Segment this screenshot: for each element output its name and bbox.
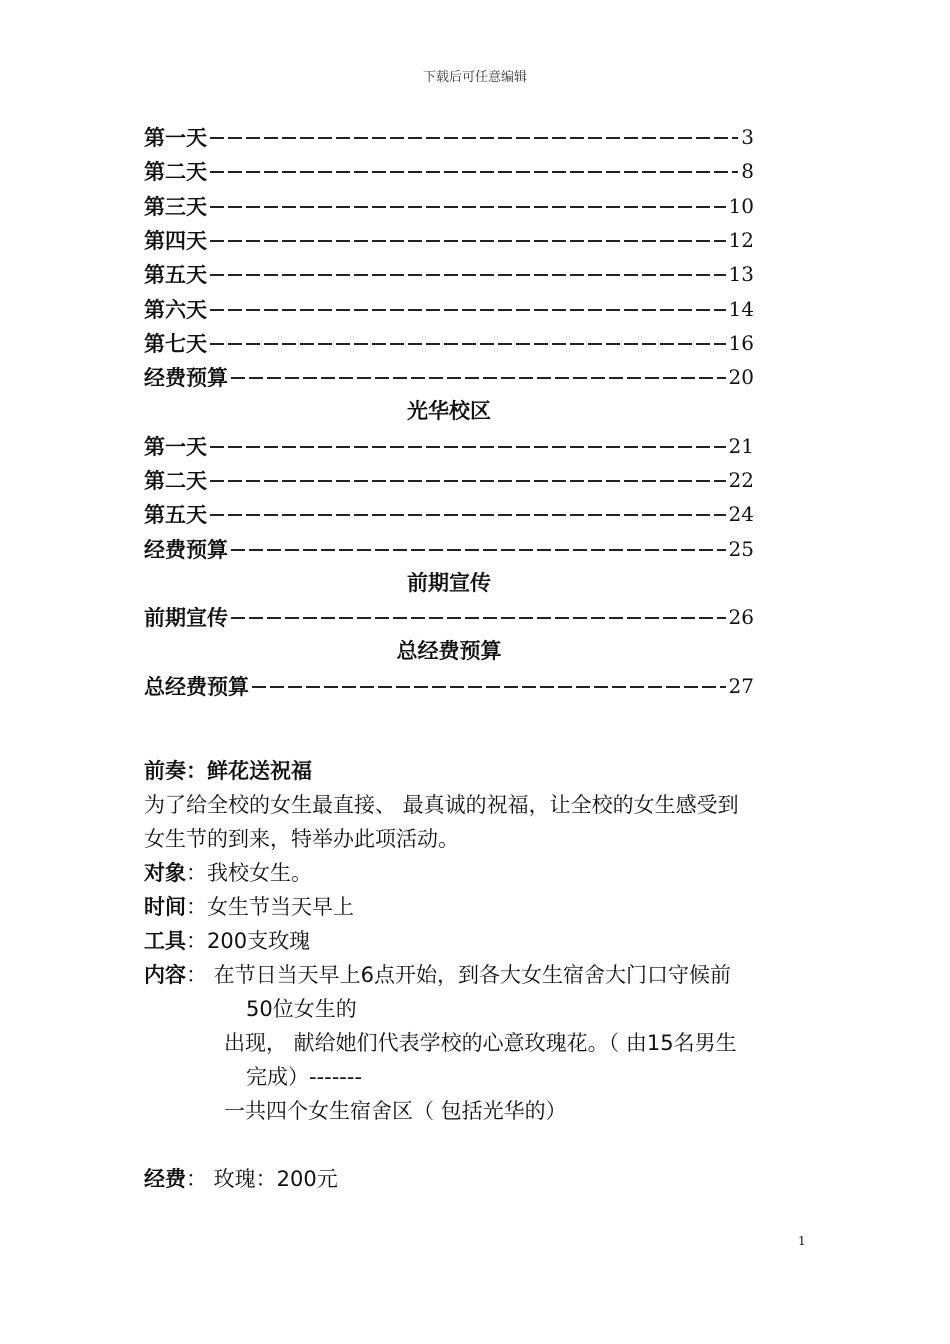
toc-entry-page: 26 (728, 605, 754, 630)
toc-entry-page: 27 (728, 673, 754, 698)
toc-leader-line (210, 514, 726, 516)
toc-entry-label: 经费预算 (144, 537, 228, 562)
tool-label: 工具 (144, 929, 186, 953)
toc-leader-line (210, 309, 726, 311)
toc-entry-page: 8 (741, 159, 754, 184)
toc-entry (144, 257, 754, 291)
toc-leader-line (231, 549, 726, 551)
toc-entry (144, 120, 754, 154)
expense-label: 经费 (144, 1167, 186, 1191)
tool-value: ：200支玫瑰 (186, 929, 311, 953)
toc-entry-label: 第一天 (144, 126, 207, 151)
toc-entry-page: 13 (728, 262, 754, 287)
content-line-2: 50位女生的 (246, 997, 357, 1021)
toc-group-main (144, 120, 754, 394)
page-number: 1 (798, 1234, 806, 1248)
toc-entry (144, 600, 754, 634)
toc-entry-label: 第二天 (144, 160, 207, 185)
tool-row (144, 924, 814, 958)
toc-entry-label: 前期宣传 (144, 606, 228, 631)
toc-leader-line (210, 274, 726, 276)
toc-leader-line (231, 617, 726, 619)
toc-group-guanghua (144, 429, 754, 566)
toc-entry-page: 10 (728, 193, 754, 218)
toc-leader-line (210, 206, 726, 208)
section-heading-guanghua: 光华校区 (407, 399, 491, 424)
toc-entry-page: 20 (728, 365, 754, 390)
page-header: 下载后可任意编辑 (422, 70, 527, 85)
intro-line-1: 为了给全校的女生最直接、 最真诚的祝福，让全校的女生感受到 (144, 793, 739, 817)
table-of-contents (144, 120, 754, 703)
toc-leader-line (210, 446, 726, 448)
toc-entry-label: 总经费预算 (144, 674, 249, 699)
toc-entry-label: 经费预算 (144, 366, 228, 391)
toc-entry (144, 360, 754, 394)
time-label: 时间 (144, 895, 186, 919)
target-label: 对象 (144, 861, 186, 885)
toc-entry-label: 第五天 (144, 263, 207, 288)
toc-entry-label: 第七天 (144, 331, 207, 356)
toc-entry (144, 291, 754, 325)
toc-entry-page: 25 (728, 536, 754, 561)
toc-entry-page: 14 (728, 296, 754, 321)
toc-entry (144, 463, 754, 497)
toc-leader-line (210, 343, 726, 345)
toc-entry (144, 669, 754, 703)
toc-entry-label: 第六天 (144, 297, 207, 322)
toc-entry-page: 3 (741, 125, 754, 150)
toc-leader-line (210, 171, 738, 173)
toc-entry-label: 第四天 (144, 229, 207, 254)
section-title: 前奏：鲜花送祝福 (144, 759, 312, 783)
toc-leader-line (252, 686, 726, 688)
toc-entry-page: 21 (728, 433, 754, 458)
toc-entry (144, 223, 754, 257)
toc-entry-page: 22 (728, 468, 754, 493)
target-row (144, 856, 814, 890)
intro-line-2: 女生节的到来，特举办此项活动。 (144, 827, 459, 851)
time-row (144, 890, 814, 924)
toc-leader-line (210, 480, 726, 482)
toc-entry (144, 326, 754, 360)
toc-group-total-budget (144, 669, 754, 703)
toc-leader-line (210, 137, 738, 139)
toc-entry-label: 第三天 (144, 194, 207, 219)
toc-entry-label: 第一天 (144, 434, 207, 459)
toc-entry (144, 429, 754, 463)
content-line-1: ： 在节日当天早上6点开始，到各大女生宿舍大门口守候前 (186, 963, 732, 987)
toc-entry (144, 154, 754, 188)
document-body (144, 754, 814, 1196)
content-line-3: 出现， 献给她们代表学校的心意玫瑰花。（ 由15名男生 (224, 1031, 737, 1055)
toc-leader-line (231, 377, 726, 379)
toc-group-promo (144, 600, 754, 634)
section-heading-total-budget: 总经费预算 (396, 639, 502, 664)
time-value: ：女生节当天早上 (186, 895, 354, 919)
toc-entry-page: 16 (728, 330, 754, 355)
toc-entry-label: 第二天 (144, 469, 207, 494)
toc-entry-label: 第五天 (144, 503, 207, 528)
expense-value: ： 玫瑰：200元 (186, 1167, 338, 1191)
spacer (144, 1128, 814, 1162)
content-label: 内容 (144, 963, 186, 987)
toc-entry (144, 532, 754, 566)
section-heading-promo: 前期宣传 (407, 570, 491, 595)
content-row (144, 958, 814, 992)
toc-entry (144, 497, 754, 531)
toc-entry (144, 189, 754, 223)
toc-entry-page: 12 (728, 228, 754, 253)
toc-entry-page: 24 (728, 502, 754, 527)
content-line-5: 一共四个女生宿舍区（ 包括光华的） (224, 1099, 567, 1123)
toc-leader-line (210, 240, 726, 242)
content-line-4: 完成）------- (246, 1065, 363, 1089)
expense-row (144, 1162, 814, 1196)
target-value: ：我校女生。 (186, 861, 312, 885)
